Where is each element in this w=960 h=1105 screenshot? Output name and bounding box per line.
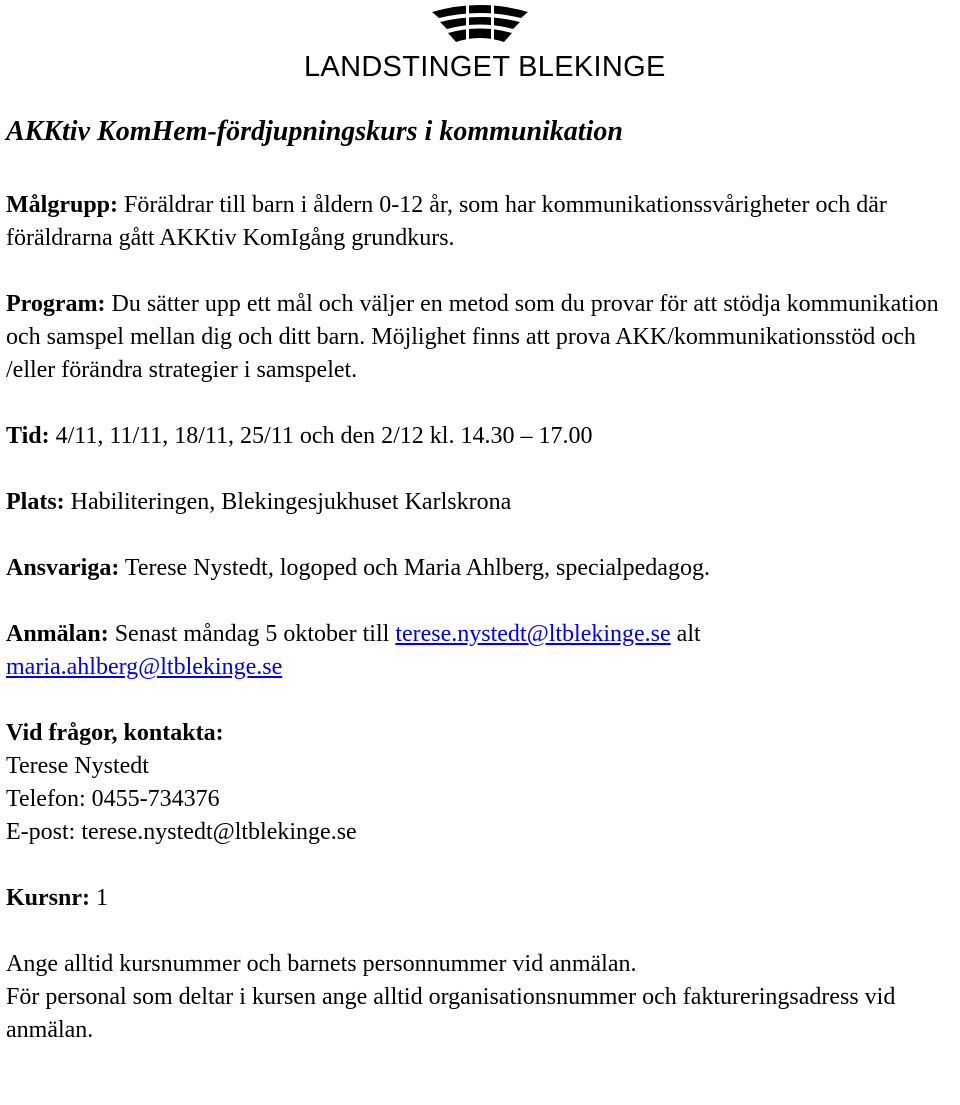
registration-alt-text: alt	[670, 621, 701, 647]
responsible-text: Terese Nystedt, logoped och Maria Ahlberg, specialpedagog.	[119, 555, 710, 581]
place-text: Habiliteringen, Blekingesjukhuset Karlskrona	[64, 489, 512, 515]
course-number-value: 1	[90, 885, 108, 911]
target-group-label: Målgrupp:	[6, 192, 119, 218]
email-link-terese[interactable]: terese.nystedt@ltblekinge.se	[395, 621, 671, 647]
registration-label: Anmälan:	[6, 621, 109, 647]
contact-name: Terese Nystedt	[6, 753, 149, 779]
program-label: Program:	[6, 291, 106, 317]
registration-text: Senast måndag 5 oktober till	[108, 621, 396, 647]
course-number-section	[6, 882, 956, 915]
document-title: AKKtiv KomHem-fördjupningskurs i kommunikation	[6, 116, 623, 147]
time-text: 4/11, 11/11, 18/11, 25/11 och den 2/12 kl. 14.30 – 17.00	[49, 423, 593, 449]
place-label: Plats:	[6, 489, 65, 515]
time-label: Tid:	[6, 423, 50, 449]
contact-heading	[6, 717, 956, 750]
program-text: Du sätter upp ett mål och väljer en metod som du provar för att stödja kommunikation och samspel mellan dig och ditt barn. Möjlighet finns att prova AKK/kommunikationsstöd och /eller förändra strategier i samspelet.	[6, 291, 939, 383]
place-section	[6, 486, 956, 519]
course-number-label: Kursnr:	[6, 885, 90, 911]
registration-section	[6, 618, 956, 684]
footer-note-2: För personal som deltar i kursen ange alltid organisationsnummer och faktureringsadress vid anmälan.	[6, 984, 896, 1043]
landstinget-logo	[300, 0, 665, 92]
target-group-text: Föräldrar till barn i åldern 0-12 år, som har kommunikationssvårigheter och där föräldrarna gått AKKtiv KomIgång grundkurs.	[6, 192, 887, 251]
email-link-maria[interactable]: maria.ahlberg@ltblekinge.se	[6, 654, 283, 680]
program-section	[6, 288, 956, 387]
boat-emblem-icon	[430, 2, 530, 46]
contact-label: Vid frågor, kontakta:	[6, 720, 224, 746]
logo-text: LANDSTINGET BLEKINGE	[304, 51, 666, 83]
footer-note-1: Ange alltid kursnummer och barnets personnummer vid anmälan.	[6, 951, 637, 977]
course-document	[6, 112, 956, 1047]
contact-phone: Telefon: 0455-734376	[6, 786, 220, 812]
responsible-section	[6, 552, 956, 585]
responsible-label: Ansvariga:	[6, 555, 120, 581]
target-group-section	[6, 189, 956, 255]
contact-email: E-post: terese.nystedt@ltblekinge.se	[6, 819, 357, 845]
time-section	[6, 420, 956, 453]
